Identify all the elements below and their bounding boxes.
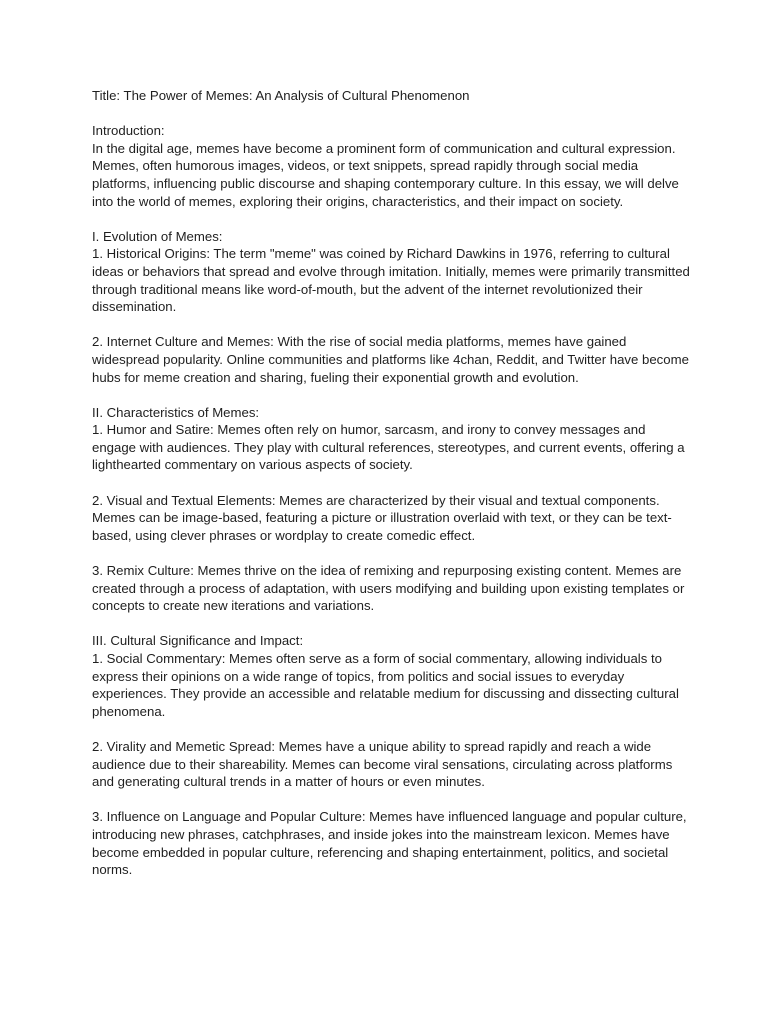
- paragraph-remix-culture: 3. Remix Culture: Memes thrive on the idea of remixing and repurposing existing content. Memes are created through a process of adaptation, with users modifying and building upon existing templates or concepts to create new iterations and variations.: [92, 563, 685, 614]
- section-characteristics-intro: [92, 404, 692, 474]
- section-evolution-intro: [92, 228, 692, 316]
- paragraph-visual-textual: 2. Visual and Textual Elements: Memes are characterized by their visual and textual components. Memes can be image-based, featuring a picture or illustration overlaid with text, or they can be text-based, using clever phrases or wordplay to create comedic effect.: [92, 492, 672, 543]
- section-heading-significance: III. Cultural Significance and Impact:: [92, 633, 304, 649]
- paragraph-historical-origins: 1. Historical Origins: The term "meme" was coined by Richard Dawkins in 1976, referring to cultural ideas or behaviors that spread and evolve through imitation. Initially, memes were primarily transmitted through traditional means like word-of-mouth, but the advent of the internet revolutionized their dissemination.: [92, 246, 690, 315]
- paragraph-internet-culture: 2. Internet Culture and Memes: With the rise of social media platforms, memes have gained widespread popularity. Online communities and platforms like 4chan, Reddit, and Twitter have become hubs for meme creation and sharing, fueling their exponential growth and evolution.: [92, 334, 689, 385]
- paragraph-virality: 2. Virality and Memetic Spread: Memes have a unique ability to spread rapidly and reach a wide audience due to their shareability. Memes can become viral sensations, circulating across platforms and generating cultural trends in a matter of hours or even minutes.: [92, 738, 673, 790]
- paragraph-language-culture: 3. Influence on Language and Popular Culture: Memes have influenced language and popular culture, introducing new phrases, catchphrases, and inside jokes into the mainstream lexicon. Memes have become embedded in popular culture, referencing and shaping entertainment, politics, and societal norms.: [92, 809, 687, 878]
- paragraph-social-commentary: 1. Social Commentary: Memes often serve as a form of social commentary, allowing individuals to express their opinions on a wide range of topics, from politics and social issues to everyday experiences. They provide an accessible and relatable medium for discussing and dissecting cultural phenomena.: [92, 651, 679, 719]
- introduction-block: [92, 122, 692, 210]
- introduction-text: In the digital age, memes have become a prominent form of communication and cultural expression. Memes, often humorous images, videos, or text snippets, spread rapidly through social media platforms, influencing public discourse and shaping contemporary culture. In this essay, we will delve into the world of memes, exploring their origins, characteristics, and their impact on society.: [92, 140, 679, 209]
- section-heading-characteristics: II. Characteristics of Memes:: [92, 404, 260, 420]
- paragraph-humor-satire: 1. Humor and Satire: Memes often rely on humor, sarcasm, and irony to convey messages and engage with audiences. They play with cultural references, stereotypes, and current events, offering a lighthearted commentary on various aspects of society.: [92, 422, 685, 473]
- section-heading-evolution: I. Evolution of Memes:: [92, 228, 223, 244]
- document-title: Title: The Power of Memes: An Analysis of Cultural Phenomenon: [92, 88, 470, 103]
- section-significance-intro: [92, 632, 692, 720]
- document-body: [92, 87, 692, 896]
- introduction-heading: Introduction:: [92, 123, 165, 139]
